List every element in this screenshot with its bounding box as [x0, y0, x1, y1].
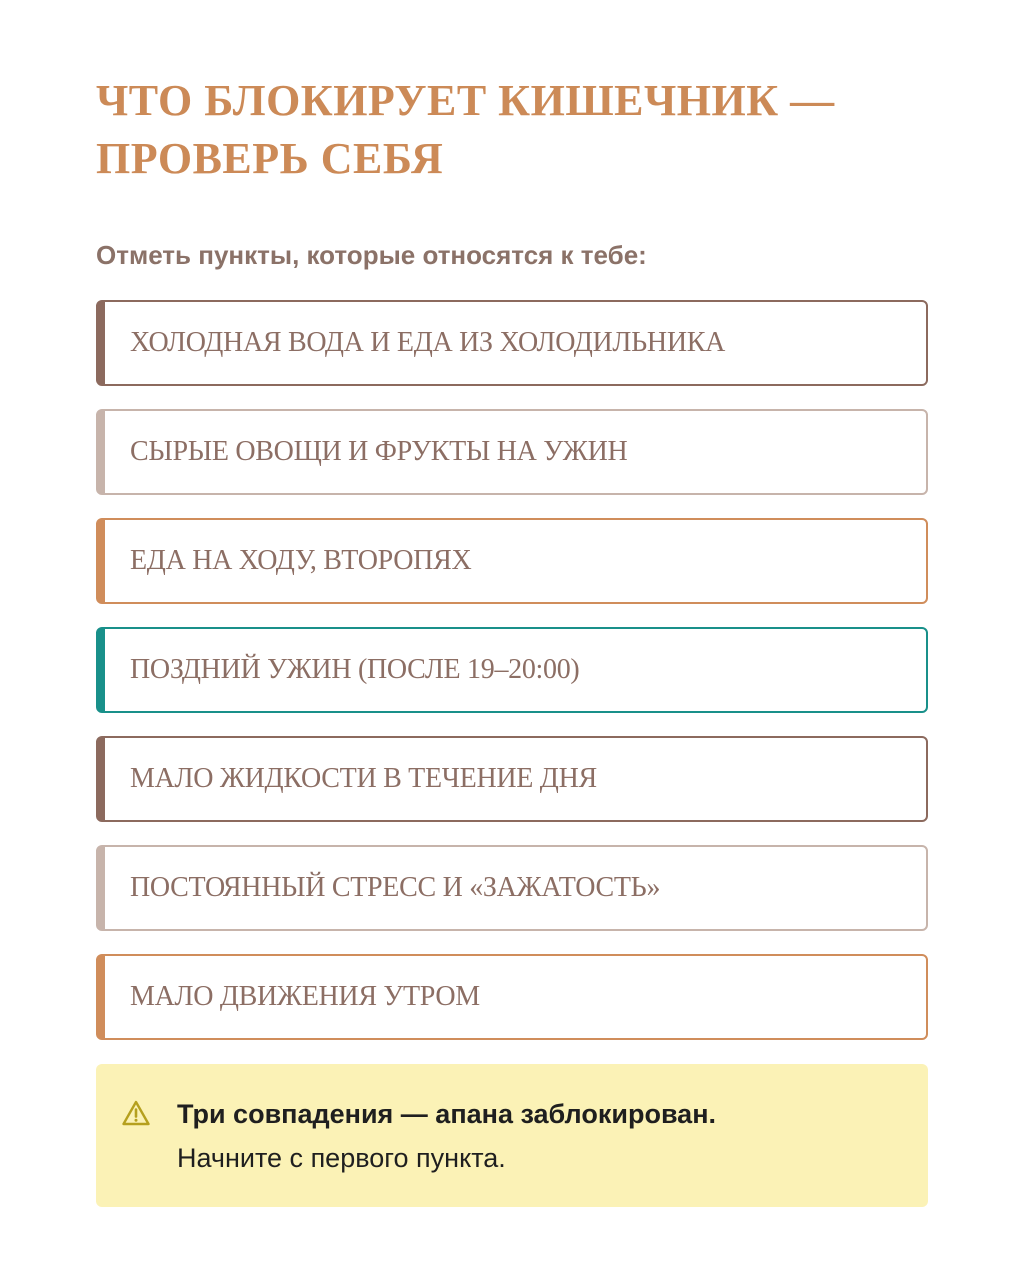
title-line-1: ЧТО БЛОКИРУЕТ КИШЕЧНИК —: [96, 76, 835, 125]
notice-text: [177, 1092, 716, 1180]
checklist-item-cold-food[interactable]: [96, 300, 928, 386]
checklist-item-label: ХОЛОДНАЯ ВОДА И ЕДА ИЗ ХОЛОДИЛЬНИКА: [130, 327, 726, 358]
checklist-item-low-fluids[interactable]: [96, 736, 928, 822]
notice-advice: Начните с первого пункта.: [177, 1143, 506, 1173]
warning-icon: [122, 1100, 150, 1126]
page-title: [96, 72, 928, 188]
checklist-item-label: МАЛО ЖИДКОСТИ В ТЕЧЕНИЕ ДНЯ: [130, 763, 597, 794]
instruction-text: Отметь пункты, которые относятся к тебе:: [96, 240, 647, 270]
checklist-item-label: МАЛО ДВИЖЕНИЯ УТРОМ: [130, 981, 480, 1012]
checklist-item-label: ЕДА НА ХОДУ, ВТОРОПЯХ: [130, 545, 472, 576]
checklist-item-low-morning-movement[interactable]: [96, 954, 928, 1040]
checklist-item-label: ПОЗДНИЙ УЖИН (ПОСЛЕ 19–20:00): [130, 654, 580, 685]
checklist-item-eating-on-the-go[interactable]: [96, 518, 928, 604]
checklist-item-late-dinner[interactable]: [96, 627, 928, 713]
notice-headline: Три совпадения — апана заблокирован.: [177, 1099, 717, 1129]
checklist: [96, 300, 928, 1063]
checklist-item-label: ПОСТОЯННЫЙ СТРЕСС И «ЗАЖАТОСТЬ»: [130, 872, 661, 903]
checklist-item-raw-vegetables[interactable]: [96, 409, 928, 495]
title-line-2: ПРОВЕРЬ СЕБЯ: [96, 134, 444, 183]
checklist-item-label: СЫРЫЕ ОВОЩИ И ФРУКТЫ НА УЖИН: [130, 436, 628, 467]
result-notice: [96, 1064, 928, 1207]
checklist-item-constant-stress[interactable]: [96, 845, 928, 931]
